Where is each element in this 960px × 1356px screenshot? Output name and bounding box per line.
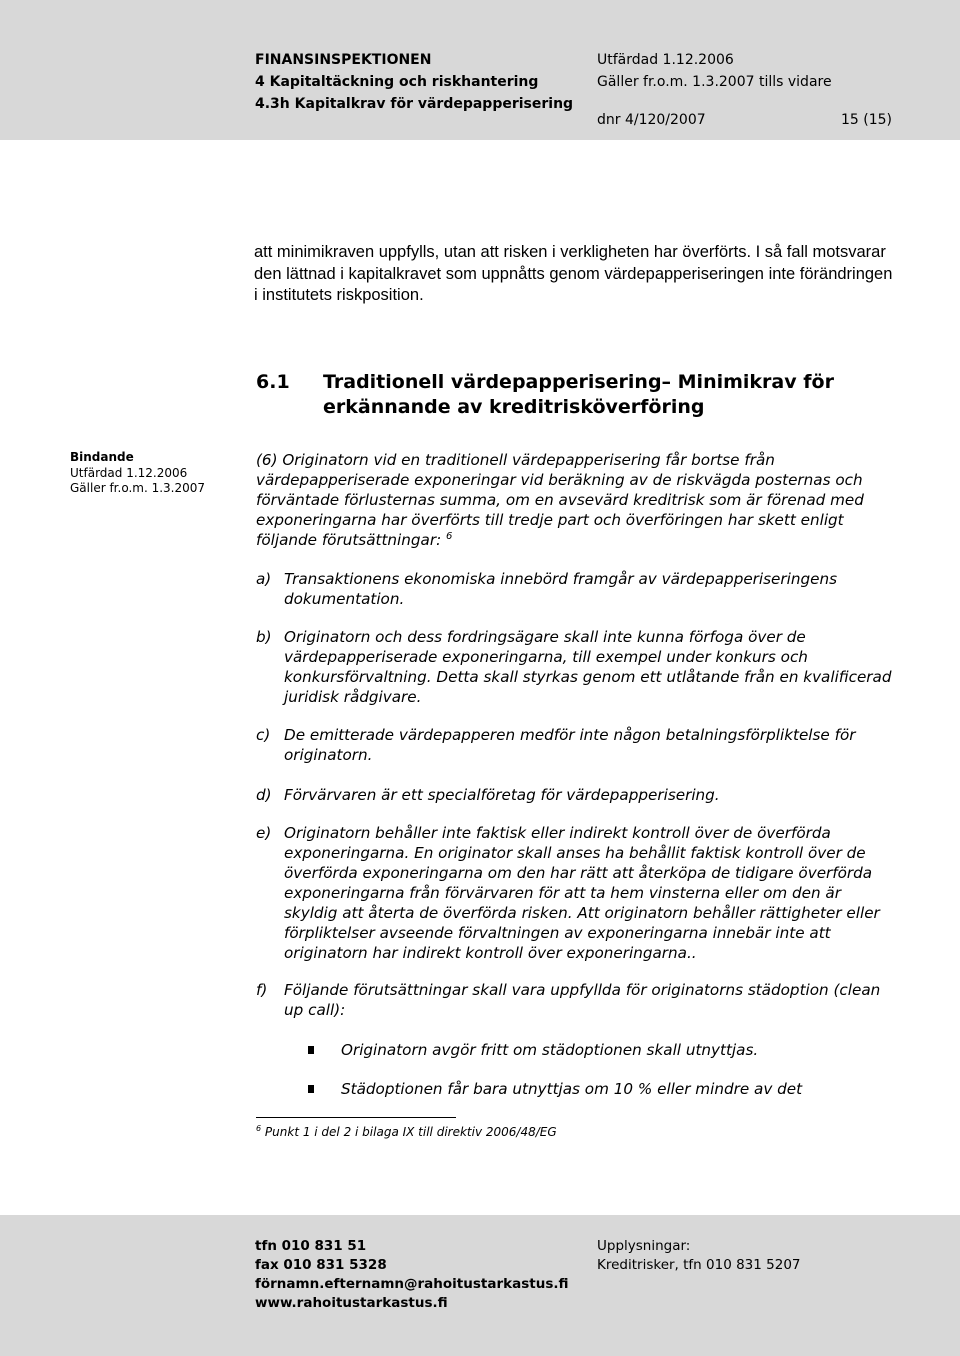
item-text: Förvärvaren är ett specialföretag för värdepapperisering. [284, 786, 720, 804]
footer-fax: fax 010 831 5328 [255, 1257, 387, 1273]
margin-issued: Utfärdad 1.12.2006 [70, 465, 188, 480]
footer-info [597, 1237, 801, 1275]
item-label: c) [256, 726, 271, 744]
footnote-ref: 6 [446, 531, 453, 542]
page-footer [0, 1215, 960, 1356]
heading-title: Traditionell värdepapperisering– Minimikrav för erkännande av kreditrisköverföring [323, 371, 834, 418]
header-right [597, 49, 832, 93]
item-text: Transaktionens ekonomiska innebörd framgår av värdepapperiseringens dokumentation. [284, 570, 838, 608]
item-text: Följande förutsättningar skall vara uppfyllda för originatorns städoption (clean up call): [284, 981, 881, 1019]
page-header [0, 0, 960, 140]
footnote-number: 6 [256, 1124, 262, 1133]
intro-paragraph: att minimikraven uppfylls, utan att risken i verkligheten har överförts. I så fall motsvarar den lättnad i kapitalkravet som uppnåtts genom värdepapperiseringen inte förändringen i institutets riskposition. [254, 243, 893, 304]
footer-contact [255, 1237, 569, 1313]
margin-note [70, 450, 205, 497]
footnote-text: Punkt 1 i del 2 i bilaga IX till direktiv 2006/48/EG [264, 1125, 557, 1139]
valid-date: Gäller fr.o.m. 1.3.2007 tills vidare [597, 74, 832, 90]
item-label: f) [256, 981, 268, 999]
bullet-text: Originatorn avgör fritt om städoptionen skall utnyttjas. [341, 1041, 759, 1059]
info-label: Upplysningar: [597, 1238, 691, 1254]
item-label: e) [256, 824, 272, 842]
heading-number: 6.1 [256, 371, 290, 393]
footer-phone: tfn 010 831 51 [255, 1238, 367, 1254]
header-pageline [597, 112, 897, 128]
item-text: Originatorn behåller inte faktisk eller indirekt kontroll över de överförda exponeringarna. En originator skall anses ha behållit faktisk kontroll över de överförda exponeringarna om den har rätt att återköpa de tidigare överförda exponeringarna från förvärvaren för att ta hem vinsterna eller om den är skyldig att återta de överförda risken. Att originatorn behåller rättigheter eller förpliktelser avseende förvaltningen av exponeringarna innebär inte att originatorn har indirekt kontroll över exponeringarna.. [284, 824, 880, 962]
footnote-separator [256, 1117, 456, 1118]
item-text: Originatorn och dess fordringsägare skall inte kunna förfoga över de värdepapperiserade exponeringarna, till exempel under konkurs och konkursförvaltning. Detta skall styrkas genom ett utlåtande från en kvalificerad juridisk rådgivare. [284, 628, 892, 706]
dnr: dnr 4/120/2007 [597, 112, 706, 128]
issued-date: Utfärdad 1.12.2006 [597, 52, 734, 68]
chapter-title: 4 Kapitaltäckning och riskhantering [255, 74, 539, 90]
item-label: b) [256, 628, 272, 646]
binding-status: Bindande [70, 450, 134, 464]
paragraph-text: (6) Originatorn vid en traditionell värdepapperisering får bortse från värdepapperiserade exponeringar vid beräkning av de riskvägda posternas och förväntade förlusternas summa, om en avsevärd kreditrisk som är förenad med exponeringarna har överförts till tredje part och överföringen har skett enligt följande förutsättningar: [256, 451, 864, 549]
item-text: De emitterade värdepapperen medför inte någon betalningsförpliktelse för originatorn. [284, 726, 856, 764]
bullet-marker [308, 1046, 314, 1054]
bullet-text: Städoptionen får bara utnyttjas om 10 % eller mindre av det [341, 1080, 803, 1098]
margin-valid: Gäller fr.o.m. 1.3.2007 [70, 481, 206, 495]
footer-web: www.rahoitustarkastus.fi [255, 1295, 448, 1311]
footer-email: förnamn.efternamn@rahoitustarkastus.fi [255, 1276, 569, 1292]
item-label: a) [256, 570, 272, 588]
page-number: 15 (15) [841, 112, 893, 128]
header-left [255, 49, 573, 115]
footnote [256, 1124, 557, 1140]
item-label: d) [256, 786, 272, 804]
info-contact: Kreditrisker, tfn 010 831 5207 [597, 1257, 801, 1273]
org-name: FINANSINSPEKTIONEN [255, 52, 432, 68]
main-paragraph [256, 450, 896, 550]
section-title: 4.3h Kapitalkrav för värdepapperisering [255, 96, 574, 112]
bullet-marker [308, 1085, 314, 1093]
